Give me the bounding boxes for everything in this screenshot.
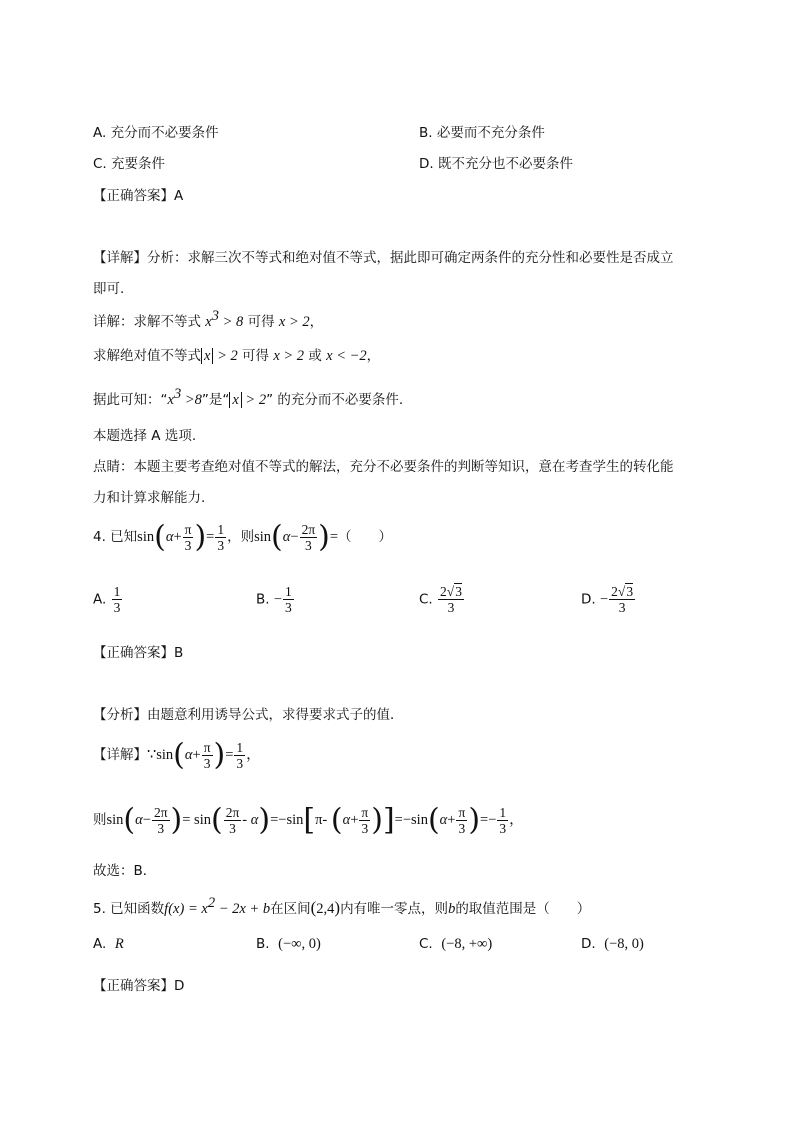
formula-b: b <box>448 900 456 917</box>
q5-answer: 【正确答案】D <box>93 978 185 994</box>
formula-abs-x-gt-2b: x > 2 <box>229 392 266 408</box>
formula-x-gt-2: x > 2 <box>278 313 310 330</box>
q3-step1: 详解：求解不等式 $x^3 > 8$ 可得 x > 2， <box>93 308 324 330</box>
detail-text: 分析：求解三次不等式和绝对值不等式，据此即可确定两条件的充分性和必要性是否成立 <box>147 250 674 266</box>
formula-sin-alpha-minus: sin(α− $\frac{2\pi}{3}$ )= <box>254 519 339 555</box>
q3-note-line2: 力和计算求解能力. <box>93 490 206 506</box>
q4-option-d: D. − $\frac{2√3}{3}$ <box>581 584 634 615</box>
q4-detail: 【详解】∵sin(α+ $\frac{\pi}{3}$ )= $\frac{1}{3}$ ， <box>93 737 261 773</box>
q4-option-b: B. − $\frac{1}{3}$ <box>256 584 292 615</box>
q5-option-d <box>581 936 644 953</box>
q3-option-c: C. 充要条件 <box>93 156 166 172</box>
q4-num: 4. 已知 <box>93 528 138 545</box>
step1-text-b: 可得 <box>247 313 275 330</box>
q4-derivation: 则sin(α− $\frac{2\pi}{3}$ )= sin( $\frac{2\pi}{3}$ - α)=−sin[π- (α+ $\frac{\pi}{3}$ )]=−sin(α+ $\frac{\pi}{3}$ )=− $\frac{1}{3}$ ， <box>93 802 524 838</box>
q5-opt-b-value: (−∞, 0) <box>278 936 321 952</box>
q5-mid2: 内有唯一零点，则 <box>340 900 449 917</box>
q4-opt-d-label: D. <box>581 591 596 608</box>
q4-conclusion: 故选：B． <box>93 863 157 879</box>
q3-detail-cont: 即可. <box>93 281 125 297</box>
q5-mid1: 在区间 <box>270 900 311 917</box>
q5-option-b <box>256 936 321 953</box>
q5-opt-c-value: (−8, +∞) <box>441 936 493 952</box>
q4-stem <box>93 519 393 555</box>
q5-mid3: 的取值范围是（ ） <box>455 900 591 917</box>
q5-opt-b-label: B. <box>256 936 270 952</box>
q5-num: 5. 已知函数 <box>93 900 165 917</box>
detail-label: 【详解】 <box>93 250 147 266</box>
q3-option-a: A. 充分而不必要条件 <box>93 125 219 141</box>
q4-tail: （ ） <box>338 528 393 545</box>
q3-note-line1: 点睛：本题主要考查绝对值不等式的解法，充分不必要条件的判断等知识，意在考查学生的转化能 <box>93 459 674 475</box>
formula-abs-x-gt-2: x > 2 <box>201 348 238 364</box>
q5-opt-a-value: R <box>114 936 124 952</box>
q4-analysis: 【分析】由题意利用诱导公式，求得要求式子的值． <box>93 707 404 723</box>
q3-detail <box>93 246 674 266</box>
q4-option-c: C. $\frac{2√3}{3}$ <box>419 584 462 615</box>
q4-opt-a-label: A. <box>93 591 107 608</box>
q4-opt-c-label: C. <box>419 591 433 608</box>
q3-answer: 【正确答案】A <box>93 188 184 204</box>
formula-interval: (2,4) <box>310 897 341 917</box>
q5-opt-d-label: D. <box>581 936 596 952</box>
q3-step2: 求解绝对值不等式 x > 2 可得 x > 2 或 x < −2， <box>93 348 381 364</box>
q3-option-d: D. 既不充分也不必要条件 <box>419 156 573 172</box>
formula-sin-alpha-plus: sin(α+ $\frac{\pi}{3}$ )= $\frac{1}{3}$ <box>137 519 225 555</box>
step3-text-b: ”是“ <box>201 391 230 408</box>
q4-opt-b-label: B. <box>256 591 270 608</box>
q4-answer: 【正确答案】B <box>93 645 184 661</box>
q5-opt-d-value: (−8, 0) <box>604 936 644 952</box>
formula-x-lt-neg2: x < −2 <box>326 348 367 364</box>
q4-mid: ，则 <box>227 528 255 545</box>
step3-text-c: ” 的充分而不必要条件. <box>266 391 404 408</box>
q4-then: 则 <box>93 811 107 828</box>
q3-choose: 本题选择 A 选项. <box>93 428 197 444</box>
step3-text-a: 据此可知：“ <box>93 391 168 408</box>
step2-text-a: 求解绝对值不等式 <box>93 348 201 364</box>
q5-opt-c-label: C. <box>419 936 433 952</box>
step2-text-c: 或 <box>308 348 322 364</box>
q3-option-b: B. 必要而不充分条件 <box>419 125 545 141</box>
formula-x3-gt-8: $x^3 > 8$ <box>205 308 244 330</box>
q5-opt-a-label: A. <box>93 936 107 952</box>
formula-f-x: $f(x) = x^2 - 2x + b$ <box>164 895 271 917</box>
q5-option-a <box>93 936 124 953</box>
q4-option-a: A. $\frac{1}{3}$ <box>93 584 121 615</box>
q5-option-c <box>419 936 492 953</box>
q3-step3 <box>93 386 403 409</box>
step1-text-a: 详解：求解不等式 <box>93 313 201 330</box>
step2-text-b: 可得 <box>242 348 270 364</box>
formula-x3-gt-8b: $x^3 >8$ <box>167 386 202 408</box>
q4-detail-label: 【详解】 <box>93 746 147 763</box>
formula-x-gt-2b: x > 2 <box>273 348 305 364</box>
q5-stem <box>93 895 590 918</box>
